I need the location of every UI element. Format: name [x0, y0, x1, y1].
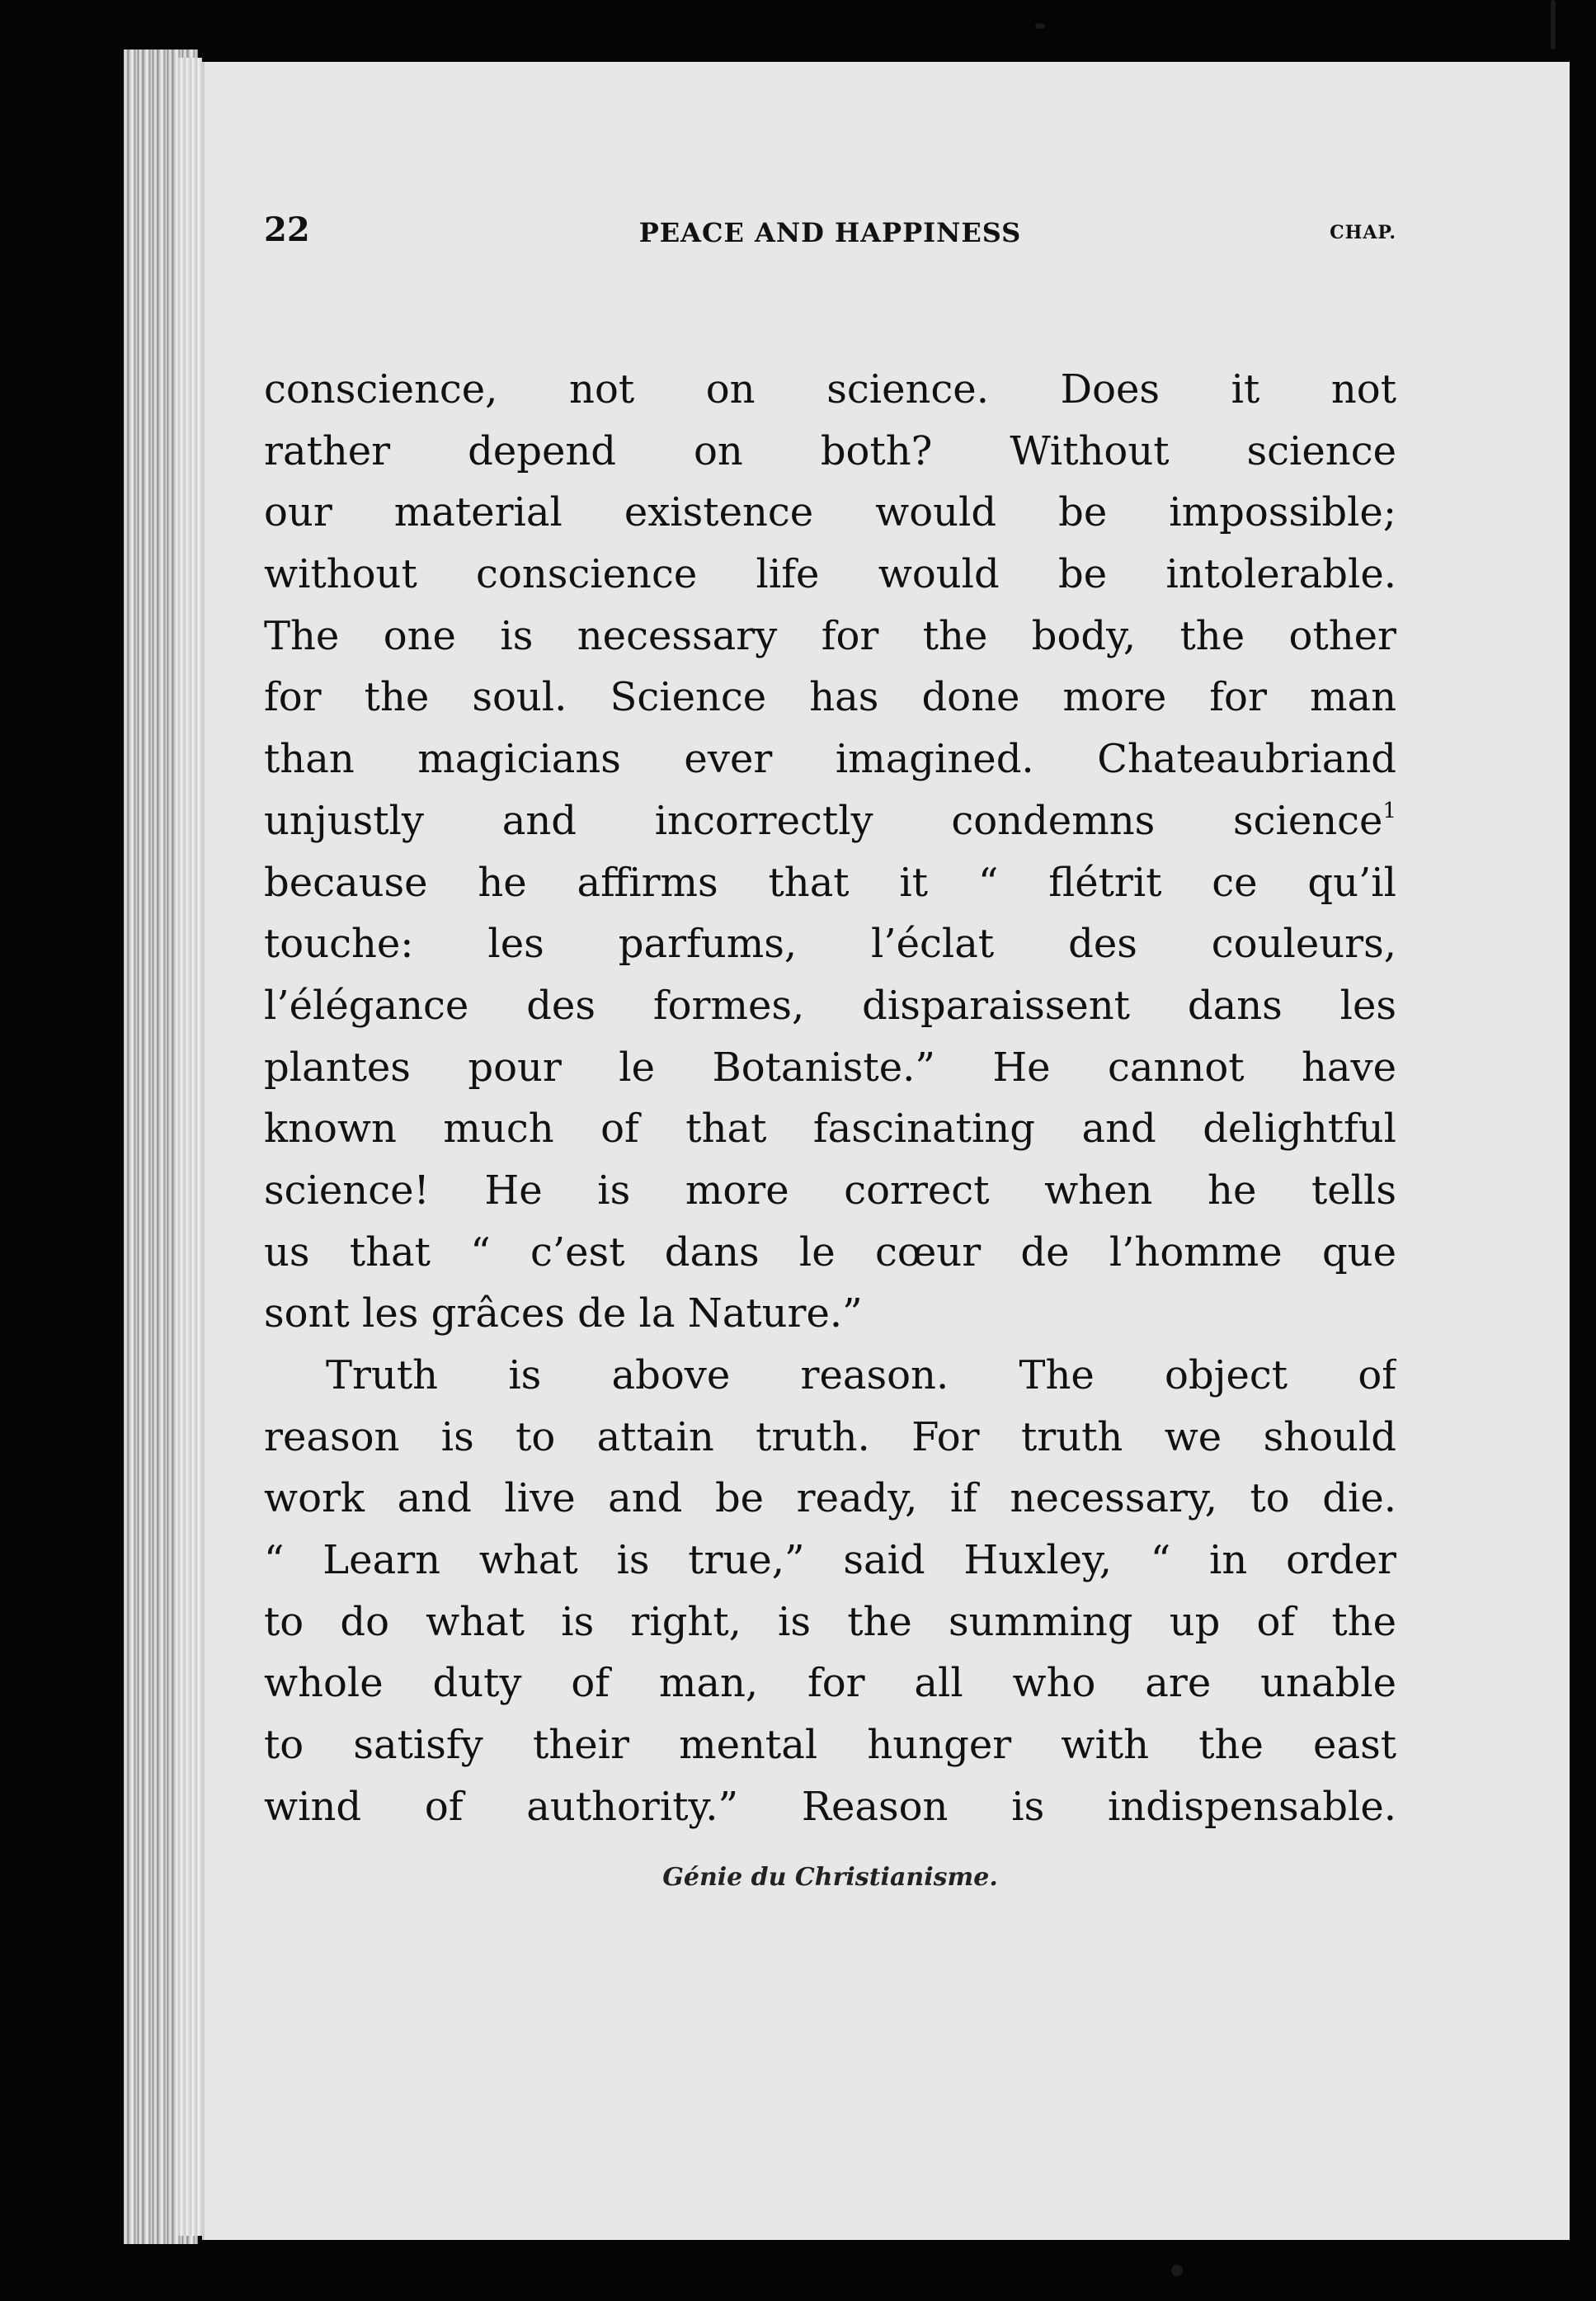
- text-line: to do what is right, is the summing up of the: [264, 1598, 1396, 1645]
- scan-speck: [1171, 2265, 1183, 2276]
- footnote-marker: 1: [1382, 798, 1396, 823]
- scan-speck: [1551, 0, 1556, 50]
- running-header: [264, 210, 1396, 268]
- text-line: to satisfy their mental hunger with the east: [264, 1722, 1396, 1769]
- text-line-with-footnote: [264, 790, 1396, 852]
- scan-speck: [1035, 23, 1045, 29]
- text-line: touche: les parfums, l’éclat des couleurs,: [264, 921, 1396, 968]
- paragraph-start: Truth is above reason. The object of: [326, 1352, 1396, 1398]
- text-line: us that “ c’est dans le cœur de l’homme que: [264, 1228, 1396, 1275]
- body-text: [264, 359, 1396, 1838]
- text-line: for the soul. Science has done more for man: [264, 674, 1396, 721]
- text-line: because he affirms that it “ flétrit ce qu’il: [264, 859, 1396, 906]
- text-line: whole duty of man, for all who are unable: [264, 1660, 1396, 1707]
- text-line: wind of authority.” Reason is indispensable.: [264, 1783, 1396, 1830]
- text-line: our material existence would be impossible;: [264, 489, 1396, 536]
- text-line: known much of that fascinating and delightful: [264, 1106, 1396, 1153]
- text-line: The one is necessary for the body, the other: [264, 612, 1396, 659]
- text-line: reason is to attain truth. For truth we should: [264, 1413, 1396, 1460]
- text-line: without conscience life would be intolerable.: [264, 551, 1396, 598]
- running-title: PEACE AND HAPPINESS: [638, 217, 1022, 248]
- text-line: “ Learn what is true,” said Huxley, “ in order: [264, 1537, 1396, 1584]
- text-line: plantes pour le Botaniste.” He cannot have: [264, 1044, 1396, 1091]
- text-line: than magicians ever imagined. Chateaubriand: [264, 736, 1396, 783]
- text-line: sont les grâces de la Nature.”: [264, 1290, 863, 1337]
- text-line: l’élégance des formes, disparaissent dans les: [264, 982, 1396, 1029]
- text-line: science! He is more correct when he tells: [264, 1167, 1396, 1214]
- text-line: work and live and be ready, if necessary, to die.: [264, 1475, 1396, 1522]
- chapter-label: CHAP.: [1330, 222, 1396, 243]
- text-line: unjustly and incorrectly condemns science: [264, 797, 1383, 844]
- page-number: 22: [264, 210, 310, 249]
- book-page-edges-inner: [177, 58, 202, 2236]
- text-line: rather depend on both? Without science: [264, 427, 1396, 474]
- footnote: Génie du Christianisme.: [662, 1863, 998, 1892]
- text-line: conscience, not on science. Does it not: [264, 366, 1396, 413]
